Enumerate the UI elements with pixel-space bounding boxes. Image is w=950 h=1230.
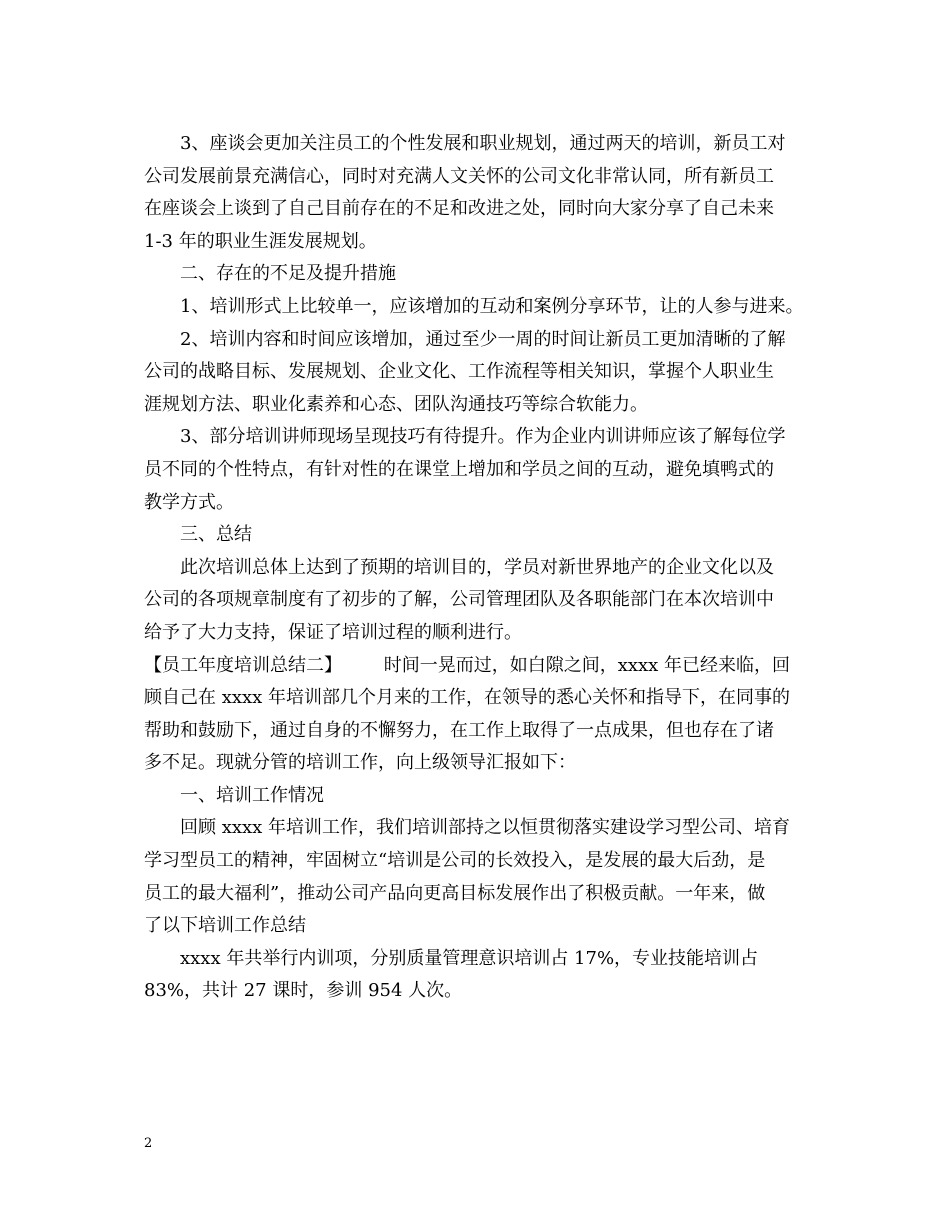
paragraph-line: 3、座谈会更加关注员工的个性发展和职业规划，通过两天的培训，新员工对 xyxy=(180,133,786,154)
paragraph-line: 此次培训总体上达到了预期的培训目的，学员对新世界地产的企业文化以及 xyxy=(180,556,774,578)
paragraph-line: 了以下培训工作总结 xyxy=(144,915,306,937)
paragraph-line: 回顾 xxxx 年培训工作，我们培训部持之以恒贯彻落实建设学习型公司、培育 xyxy=(180,817,791,839)
paragraph-line: 员工的最大福利”，推动公司产品向更高目标发展作出了积极贡献。一年来，做 xyxy=(144,882,766,904)
paragraph-line: 3、部分培训讲师现场呈现技巧有待提升。作为企业内训讲师应该了解每位学 xyxy=(180,426,786,448)
paragraph-line: 【员工年度培训总结二】 时间一晃而过，如白隙之间，xxxx 年已经来临，回 xyxy=(144,654,791,676)
paragraph-line: 公司发展前景充满信心，同时对充满人文关怀的公司文化非常认同，所有新员工 xyxy=(144,165,774,187)
paragraph-line: 1、培训形式上比较单一，应该增加的互动和案例分享环节，让的人参与进来。 xyxy=(180,295,804,317)
page-number: 2 xyxy=(144,1136,153,1151)
paragraph-line: 涯规划方法、职业化素养和心态、团队沟通技巧等综合软能力。 xyxy=(144,393,648,415)
paragraph-line: 教学方式。 xyxy=(144,491,234,513)
document-body xyxy=(144,128,824,1008)
section-heading: 二、存在的不足及提升措施 xyxy=(180,263,396,285)
paragraph-line: 在座谈会上谈到了自己目前存在的不足和改进之处，同时向大家分享了自己未来 xyxy=(144,198,774,220)
paragraph-line: 帮助和鼓励下，通过自身的不懈努力，在工作上取得了一点成果，但也存在了诸 xyxy=(144,719,774,741)
paragraph-line: 1-3 年的职业生涯发展规划。 xyxy=(144,230,377,252)
paragraph-line: 公司的战略目标、发展规划、企业文化、工作流程等相关知识，掌握个人职业生 xyxy=(144,361,774,383)
paragraph-line: 学习型员工的精神，牢固树立“培训是公司的长效投入，是发展的最大后劲，是 xyxy=(144,850,766,872)
section-heading: 三、总结 xyxy=(180,524,252,546)
paragraph-line: 多不足。现就分管的培训工作，向上级领导汇报如下： xyxy=(144,752,576,774)
paragraph-line: 83%，共计 27 课时，参训 954 人次。 xyxy=(144,980,463,1002)
paragraph-line: 2、培训内容和时间应该增加，通过至少一周的时间让新员工更加清晰的了解 xyxy=(180,328,786,350)
section-heading: 一、培训工作情况 xyxy=(180,784,324,806)
paragraph-line: 给予了大力支持，保证了培训过程的顺利进行。 xyxy=(144,621,522,643)
paragraph-line: 公司的各项规章制度有了初步的了解，公司管理团队及各职能部门在本次培训中 xyxy=(144,589,774,611)
paragraph-line: 员不同的个性特点，有针对性的在课堂上增加和学员之间的互动，避免填鸭式的 xyxy=(144,458,774,480)
paragraph-line: xxxx 年共举行内训项，分别质量管理意识培训占 17%，专业技能培训占 xyxy=(180,947,759,969)
paragraph-line: 顾自己在 xxxx 年培训部几个月来的工作，在领导的悉心关怀和指导下，在同事的 xyxy=(144,687,791,709)
